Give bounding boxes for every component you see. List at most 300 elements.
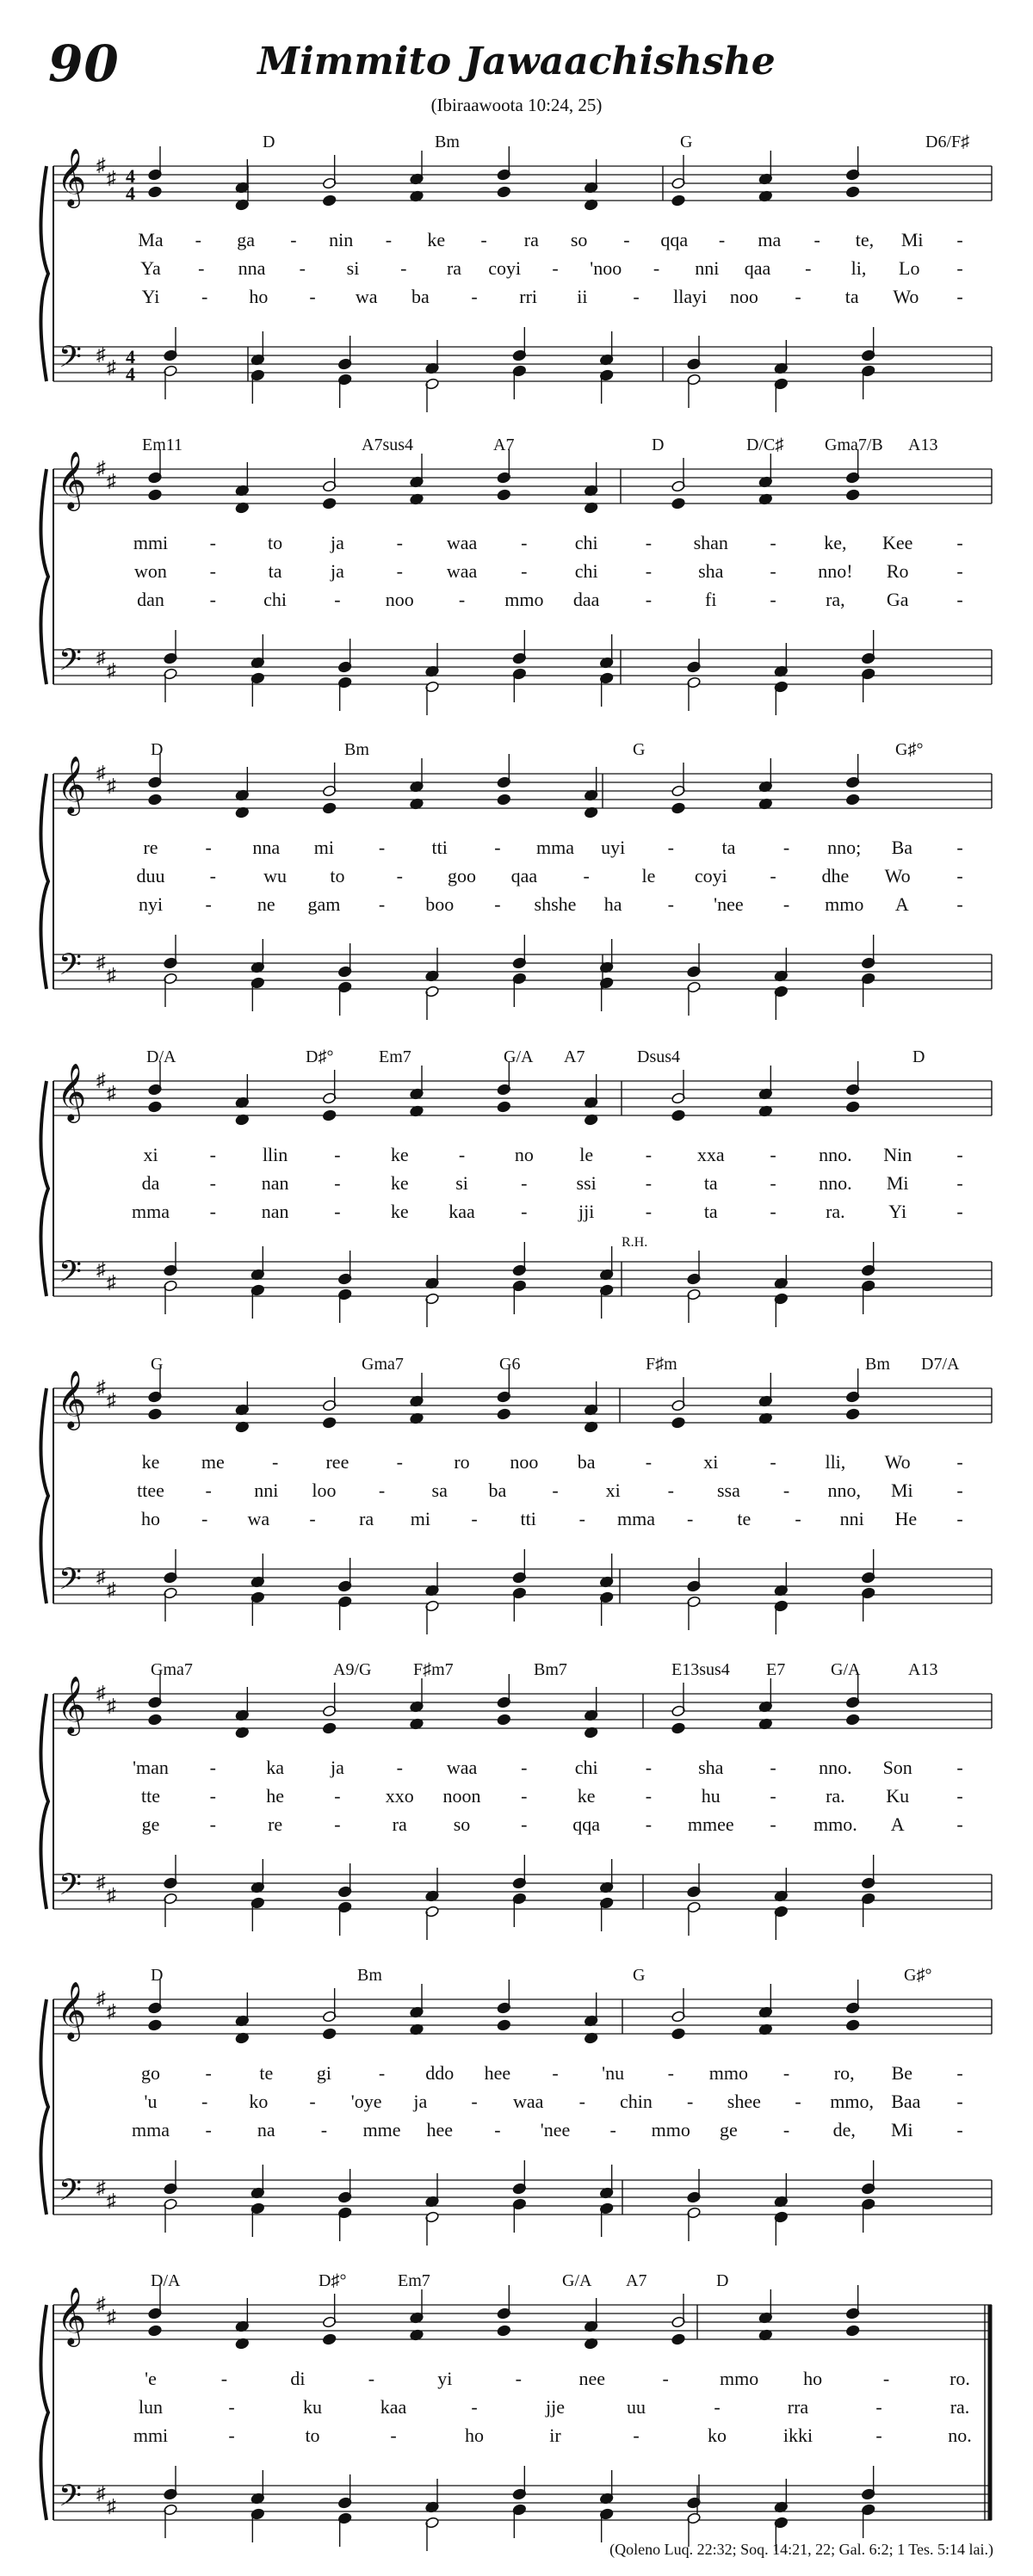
note-head	[845, 186, 860, 198]
lyric-syllable: -	[770, 1144, 776, 1165]
lyric-syllable: -	[201, 1508, 208, 1529]
key-sharp-f: ♯	[96, 1566, 106, 1587]
bass-clef: 𝄢	[59, 2175, 83, 2215]
system-brace	[40, 1694, 48, 1909]
note-head	[322, 1417, 337, 1429]
lyric-syllable: 'u	[144, 2091, 158, 2112]
chord-symbol: E7	[766, 1660, 786, 1679]
lyric-syllable: -	[209, 532, 216, 553]
lyric-syllable: ke,	[824, 532, 847, 553]
lyric-syllable: -	[201, 2091, 208, 2112]
lyric-syllable: nee	[578, 2368, 605, 2389]
chord-symbol: D	[151, 740, 164, 759]
lyric-syllable: ta	[268, 560, 282, 582]
key-sharp-f: ♯	[96, 457, 106, 479]
chord-symbol: F♯m7	[413, 1660, 454, 1679]
lyric-syllable: mma	[617, 1508, 655, 1529]
lyric-syllable: xxa	[696, 1144, 725, 1165]
lyric-syllable: nni	[695, 257, 720, 279]
lyric-syllable: A	[890, 1813, 905, 1835]
key-sharp-f: ♯	[96, 2482, 106, 2504]
key-sharp-f: ♯	[96, 154, 106, 176]
lyric-syllable: li,	[851, 257, 867, 279]
lyric-syllable: nno.	[819, 1172, 852, 1194]
lyric-syllable: -	[770, 1201, 776, 1222]
lyric-syllable: wu	[263, 865, 288, 886]
key-sharp-c: ♯	[107, 1578, 116, 1600]
lyric-syllable: ree	[325, 1451, 349, 1473]
chord-symbol: A7	[493, 436, 515, 454]
bass-clef: 𝄢	[59, 1869, 83, 1909]
lyric-syllable: noo	[729, 286, 758, 307]
lyric-syllable: tti	[520, 1508, 536, 1529]
lyric-syllable: -	[956, 2091, 963, 2112]
lyric-syllable: -	[718, 229, 726, 250]
system-brace	[40, 469, 48, 684]
lyric-syllable: Ro	[886, 560, 909, 582]
key-sharp-f: ♯	[96, 1987, 106, 2009]
lyric-syllable: -	[956, 2062, 963, 2084]
lyric-syllable: noon	[442, 1785, 481, 1807]
lyric-syllable: ta	[703, 1201, 718, 1222]
lyric-syllable: -	[334, 1813, 341, 1835]
hymn-title: Mimmito Jawaachishshe	[257, 40, 776, 83]
chord-symbol: G/A	[504, 1047, 534, 1066]
lyric-syllable: si	[346, 257, 360, 279]
lyric-syllable: ke	[577, 1785, 596, 1807]
lyric-syllable: yi	[437, 2368, 453, 2389]
lyric-syllable: -	[205, 837, 212, 858]
key-sharp-c: ♯	[107, 1271, 116, 1293]
lyric-syllable: Nin	[883, 1144, 912, 1165]
time-signature-top: 4	[126, 165, 135, 187]
key-sharp-f: ♯	[96, 2293, 106, 2314]
lyric-syllable: -	[645, 532, 653, 553]
lyric-syllable: -	[795, 1508, 801, 1529]
lyric-syllable: ga	[237, 229, 255, 250]
lyric-syllable: mma	[536, 837, 574, 858]
lyric-syllable: -	[782, 837, 790, 858]
lyric-syllable: dan	[137, 589, 164, 610]
lyric-syllable: ra.	[826, 1201, 845, 1222]
lyric-syllable: -	[956, 229, 963, 250]
bass-clef: 𝄢	[59, 645, 83, 684]
lyric-syllable: ro.	[949, 2368, 970, 2389]
lyric-syllable: le	[579, 1144, 594, 1165]
chord-symbol: D	[716, 2271, 729, 2290]
key-sharp-f: ♯	[96, 1871, 106, 1893]
lyric-syllable: -	[956, 1508, 963, 1529]
lyric-syllable: mma	[132, 1201, 170, 1222]
lyric-syllable: -	[309, 2091, 316, 2112]
lyric-syllable: ddo	[425, 2062, 455, 2084]
key-sharp-c: ♯	[107, 167, 116, 188]
note-head	[322, 497, 337, 510]
note-head	[148, 186, 163, 198]
treble-clef: 𝄞	[57, 1982, 87, 2038]
lyric-syllable: 'nu	[602, 2062, 625, 2084]
lyric-syllable: mmee	[687, 1813, 734, 1835]
lyric-syllable: to	[330, 865, 345, 886]
lyric-syllable: -	[396, 1757, 403, 1778]
lyric-syllable: mme	[362, 2119, 401, 2140]
lyric-syllable: ja	[413, 2091, 428, 2112]
system-brace	[40, 166, 48, 381]
note-head	[845, 2019, 860, 2031]
lyric-syllable: ke	[390, 1144, 409, 1165]
lyric-syllable: ma	[758, 229, 782, 250]
chord-symbol: Bm	[435, 133, 460, 151]
lyric-syllable: -	[209, 865, 216, 886]
lyric-syllable: loo	[312, 1480, 337, 1501]
lyric-syllable: -	[645, 1201, 653, 1222]
lyric-syllable: nno,	[827, 1480, 861, 1501]
lyric-syllable: ho	[249, 286, 269, 307]
note-head	[497, 794, 511, 806]
chord-symbol: D	[263, 133, 275, 151]
lyric-syllable: shshe	[534, 893, 577, 915]
lyric-syllable: -	[653, 257, 660, 279]
lyric-syllable: -	[209, 1757, 216, 1778]
system-2	[40, 436, 992, 715]
lyric-syllable: si	[455, 1172, 468, 1194]
lyric-syllable: -	[770, 532, 776, 553]
lyric-syllable: -	[645, 589, 653, 610]
lyric-syllable: mmo,	[830, 2091, 875, 2112]
lyric-syllable: -	[552, 257, 559, 279]
lyric-syllable: ho	[465, 2425, 484, 2446]
lyric-syllable: xi	[703, 1451, 719, 1473]
lyric-syllable: ra.	[949, 2396, 970, 2418]
lyric-syllable: -	[770, 589, 776, 610]
footer-reference: (Qoleno Luq. 22:32; Soq. 14:21, 22; Gal. 6:2; 1 Tes. 5:14 lai.)	[609, 2541, 993, 2558]
lyric-syllable: -	[770, 1451, 776, 1473]
lyric-syllable: 'oye	[350, 2091, 382, 2112]
lyric-syllable: -	[320, 2119, 328, 2140]
lyric-syllable: -	[396, 865, 403, 886]
lyric-syllable: -	[471, 2396, 478, 2418]
chord-symbol: A13	[908, 1660, 938, 1679]
note-head	[671, 1109, 686, 1121]
note-head	[845, 2325, 860, 2337]
lyric-syllable: -	[205, 893, 212, 915]
chord-symbol: D	[151, 1966, 164, 1985]
lyric-syllable: ta	[721, 837, 736, 858]
key-sharp-c: ♯	[107, 1884, 116, 1906]
lyric-syllable: ikki	[782, 2425, 813, 2446]
lyric-syllable: 'e	[145, 2368, 157, 2389]
lyric-syllable: won	[134, 560, 167, 582]
lyric-syllable: -	[956, 1172, 963, 1194]
lyric-syllable: qaa	[744, 257, 771, 279]
lyric-syllable: -	[494, 837, 501, 858]
key-sharp-c: ♯	[107, 659, 116, 681]
chord-symbol: A7	[564, 1047, 585, 1066]
lyric-syllable: -	[956, 1480, 963, 1501]
scripture-reference: (Ibiraawoota 10:24, 25)	[430, 95, 603, 115]
lyric-syllable: ssi	[576, 1172, 597, 1194]
lyric-syllable: -	[609, 2119, 616, 2140]
lyric-syllable: -	[396, 1451, 403, 1473]
note-head	[322, 2028, 337, 2040]
key-sharp-c: ♯	[107, 470, 116, 491]
key-sharp-f: ♯	[96, 646, 106, 668]
lyric-syllable: -	[805, 257, 812, 279]
lyric-syllable: -	[205, 1480, 212, 1501]
chord-symbol: A13	[908, 436, 938, 454]
lyric-syllable: di	[290, 2368, 306, 2389]
lyric-syllable: mi	[313, 837, 335, 858]
treble-clef: 𝄞	[57, 452, 87, 508]
lyric-syllable: rri	[519, 286, 538, 307]
lyric-syllable: -	[400, 257, 407, 279]
lyric-syllable: -	[368, 2368, 375, 2389]
lyric-syllable: lli,	[825, 1451, 846, 1473]
lyric-syllable: -	[494, 893, 501, 915]
lyric-syllable: so	[570, 229, 588, 250]
lyric-syllable: -	[667, 1480, 674, 1501]
chord-symbol: Em7	[398, 2271, 430, 2290]
lyric-syllable: noo	[510, 1451, 539, 1473]
treble-clef: 𝄞	[57, 149, 87, 205]
lyric-syllable: llayi	[673, 286, 708, 307]
lyric-syllable: -	[782, 2062, 790, 2084]
lyric-syllable: -	[334, 1172, 341, 1194]
lyric-syllable: waa	[512, 2091, 544, 2112]
chord-symbol: G/A	[831, 1660, 861, 1679]
lyric-syllable: -	[956, 1144, 963, 1165]
bass-clef: 𝄢	[59, 342, 83, 381]
lyric-syllable: -	[552, 2062, 559, 2084]
system-3	[40, 740, 992, 1020]
bass-clef: 𝄢	[59, 949, 83, 989]
lyric-syllable: -	[956, 2119, 963, 2140]
lyric-syllable: -	[645, 1172, 653, 1194]
lyric-syllable: -	[209, 1172, 216, 1194]
lyric-syllable: -	[334, 1201, 341, 1222]
lyric-syllable: 'man	[133, 1757, 169, 1778]
lyric-syllable: ra.	[826, 1785, 845, 1807]
lyric-syllable: -	[471, 286, 478, 307]
lyric-syllable: ra	[359, 1508, 374, 1529]
lyric-syllable: -	[390, 2425, 397, 2446]
lyric-syllable: mi	[410, 1508, 430, 1529]
note-head	[671, 497, 686, 510]
lyric-syllable: -	[385, 229, 393, 250]
lyric-syllable: nno.	[819, 1757, 852, 1778]
lyric-syllable: uu	[627, 2396, 646, 2418]
lyric-syllable: -	[396, 532, 403, 553]
chord-symbol: D♯°	[319, 2271, 347, 2290]
lyric-syllable: -	[662, 2368, 669, 2389]
lyric-syllable: ii	[577, 286, 588, 307]
lyric-syllable: daa	[572, 589, 600, 610]
chord-symbol: D♯°	[306, 1047, 334, 1066]
note-head	[671, 1722, 686, 1734]
lyric-syllable: -	[795, 286, 801, 307]
note-head	[322, 2333, 337, 2345]
note-head	[671, 1417, 686, 1429]
lyric-syllable: ro,	[833, 2062, 855, 2084]
lyric-syllable: go	[141, 2062, 160, 2084]
lyric-syllable: tte	[141, 1785, 160, 1807]
bass-clef: 𝄢	[59, 1257, 83, 1296]
lyric-syllable: -	[956, 1813, 963, 1835]
lyric-syllable: ir	[549, 2425, 561, 2446]
lyric-syllable: Yi	[888, 1201, 907, 1222]
lyric-syllable: le	[641, 865, 656, 886]
lyric-syllable: shee	[727, 2091, 761, 2112]
lyric-syllable: mmo.	[813, 1813, 857, 1835]
lyric-syllable: ssa	[716, 1480, 740, 1501]
note-head	[671, 802, 686, 814]
lyric-syllable: nan	[261, 1201, 289, 1222]
note-head	[497, 1714, 511, 1726]
lyric-syllable: -	[309, 286, 316, 307]
lyric-syllable: ka	[266, 1757, 284, 1778]
note-head	[845, 1408, 860, 1420]
lyric-syllable: nno!	[818, 560, 853, 582]
system-8	[40, 2271, 992, 2551]
lyric-syllable: nna	[252, 837, 281, 858]
note-head	[497, 1101, 511, 1113]
lyric-syllable: no	[514, 1144, 534, 1165]
lyric-syllable: xi	[143, 1144, 158, 1165]
key-sharp-c: ♯	[107, 775, 116, 796]
lyric-syllable: -	[521, 532, 528, 553]
lyric-syllable: -	[770, 1785, 776, 1807]
lyric-syllable: -	[956, 532, 963, 553]
lyric-syllable: Baa	[891, 2091, 921, 2112]
lyric-syllable: re	[268, 1813, 283, 1835]
lyric-syllable: da	[141, 1172, 160, 1194]
lyric-syllable: -	[209, 589, 216, 610]
chord-symbol: Bm	[344, 740, 369, 759]
key-sharp-c: ♯	[107, 2495, 116, 2517]
note-head	[497, 1408, 511, 1420]
lyric-syllable: mmi	[133, 532, 169, 553]
note-head	[845, 1714, 860, 1726]
note-head	[148, 489, 163, 501]
lyric-syllable: -	[515, 2368, 522, 2389]
key-sharp-f: ♯	[96, 1258, 106, 1280]
lyric-syllable: gam	[307, 893, 341, 915]
lyric-syllable: -	[667, 893, 674, 915]
lyric-syllable: -	[195, 229, 201, 250]
bass-clef: 𝄢	[59, 1564, 83, 1603]
lyric-syllable: -	[645, 1813, 653, 1835]
chord-symbol: Gma7	[151, 1660, 193, 1679]
lyric-syllable: -	[882, 2368, 890, 2389]
lyric-syllable: re	[143, 837, 158, 858]
chord-symbol: F♯m	[646, 1355, 677, 1374]
lyric-syllable: -	[201, 286, 208, 307]
chord-symbol: D/A	[151, 2271, 181, 2290]
lyric-syllable: -	[956, 589, 963, 610]
chord-symbol: Dsus4	[637, 1047, 681, 1066]
lyric-syllable: Yi	[141, 286, 160, 307]
lyric-syllable: ta	[703, 1172, 718, 1194]
chord-symbol: G	[151, 1355, 164, 1374]
lyric-syllable: ja	[330, 1757, 344, 1778]
bass-clef: 𝄢	[59, 2480, 83, 2520]
lyric-syllable: -	[228, 2425, 235, 2446]
chord-symbol: D	[912, 1047, 925, 1066]
lyric-syllable: rra	[787, 2396, 809, 2418]
lyric-syllable: -	[378, 2062, 386, 2084]
lyric-syllable: Lo	[899, 257, 920, 279]
chord-symbol: A7	[626, 2271, 647, 2290]
lyric-syllable: to	[305, 2425, 320, 2446]
lyric-syllable: -	[770, 1172, 776, 1194]
chord-symbol: Gma7/B	[825, 436, 883, 454]
lyric-syllable: ko	[708, 2425, 727, 2446]
lyric-syllable: -	[521, 1757, 528, 1778]
lyric-syllable: -	[956, 1785, 963, 1807]
lyric-syllable: -	[309, 1508, 316, 1529]
lyric-syllable: -	[299, 257, 306, 279]
lyric-syllable: ku	[303, 2396, 322, 2418]
note-head	[845, 489, 860, 501]
lyric-syllable: waa	[446, 532, 478, 553]
lyric-syllable: ho	[803, 2368, 823, 2389]
lyric-syllable: he	[266, 1785, 284, 1807]
lyric-syllable: Mi	[886, 1172, 909, 1194]
system-brace	[40, 1081, 48, 1296]
chord-symbol: D/A	[146, 1047, 176, 1066]
key-sharp-c: ♯	[107, 1695, 116, 1716]
lyric-syllable: mmi	[133, 2425, 169, 2446]
chord-symbol: G	[633, 1966, 646, 1985]
system-brace	[40, 1388, 48, 1603]
lyric-syllable: -	[687, 1508, 694, 1529]
lyric-syllable: -	[458, 1144, 466, 1165]
lyric-syllable: He	[894, 1508, 918, 1529]
lyric-syllable: -	[209, 1201, 216, 1222]
lyric-syllable: -	[583, 865, 590, 886]
lyric-syllable: waa	[446, 1757, 478, 1778]
lyric-syllable: Kee	[881, 532, 913, 553]
note-head	[497, 2325, 511, 2337]
lyric-syllable: -	[205, 2062, 212, 2084]
lyric-syllable: -	[782, 893, 790, 915]
chord-symbol: Gma7	[362, 1355, 404, 1374]
system-5	[40, 1355, 992, 1634]
key-sharp-c: ♯	[107, 964, 116, 985]
lyric-syllable: -	[782, 2119, 790, 2140]
lyric-syllable: te	[259, 2062, 274, 2084]
lyric-syllable: coyi	[694, 865, 727, 886]
lyric-syllable: chin	[620, 2091, 653, 2112]
lyric-syllable: Wo	[884, 1451, 911, 1473]
lyric-syllable: xi	[605, 1480, 621, 1501]
lyric-syllable: na	[257, 2119, 275, 2140]
system-6	[40, 1660, 992, 1940]
lyric-syllable: chi	[574, 560, 598, 582]
chord-symbol: D/C♯	[746, 436, 784, 454]
lyric-syllable: ra,	[826, 589, 845, 610]
lyric-syllable: ra	[523, 229, 539, 250]
lyric-syllable: ha	[603, 893, 622, 915]
lyric-syllable: lun	[138, 2396, 164, 2418]
lyric-syllable: -	[480, 229, 487, 250]
lyric-syllable: shan	[693, 532, 728, 553]
lyric-syllable: sa	[431, 1480, 448, 1501]
lyric-syllable: Ba	[891, 837, 913, 858]
chord-symbol: Em11	[142, 436, 183, 454]
key-sharp-c: ♯	[107, 2190, 116, 2211]
lyric-syllable: -	[198, 257, 205, 279]
